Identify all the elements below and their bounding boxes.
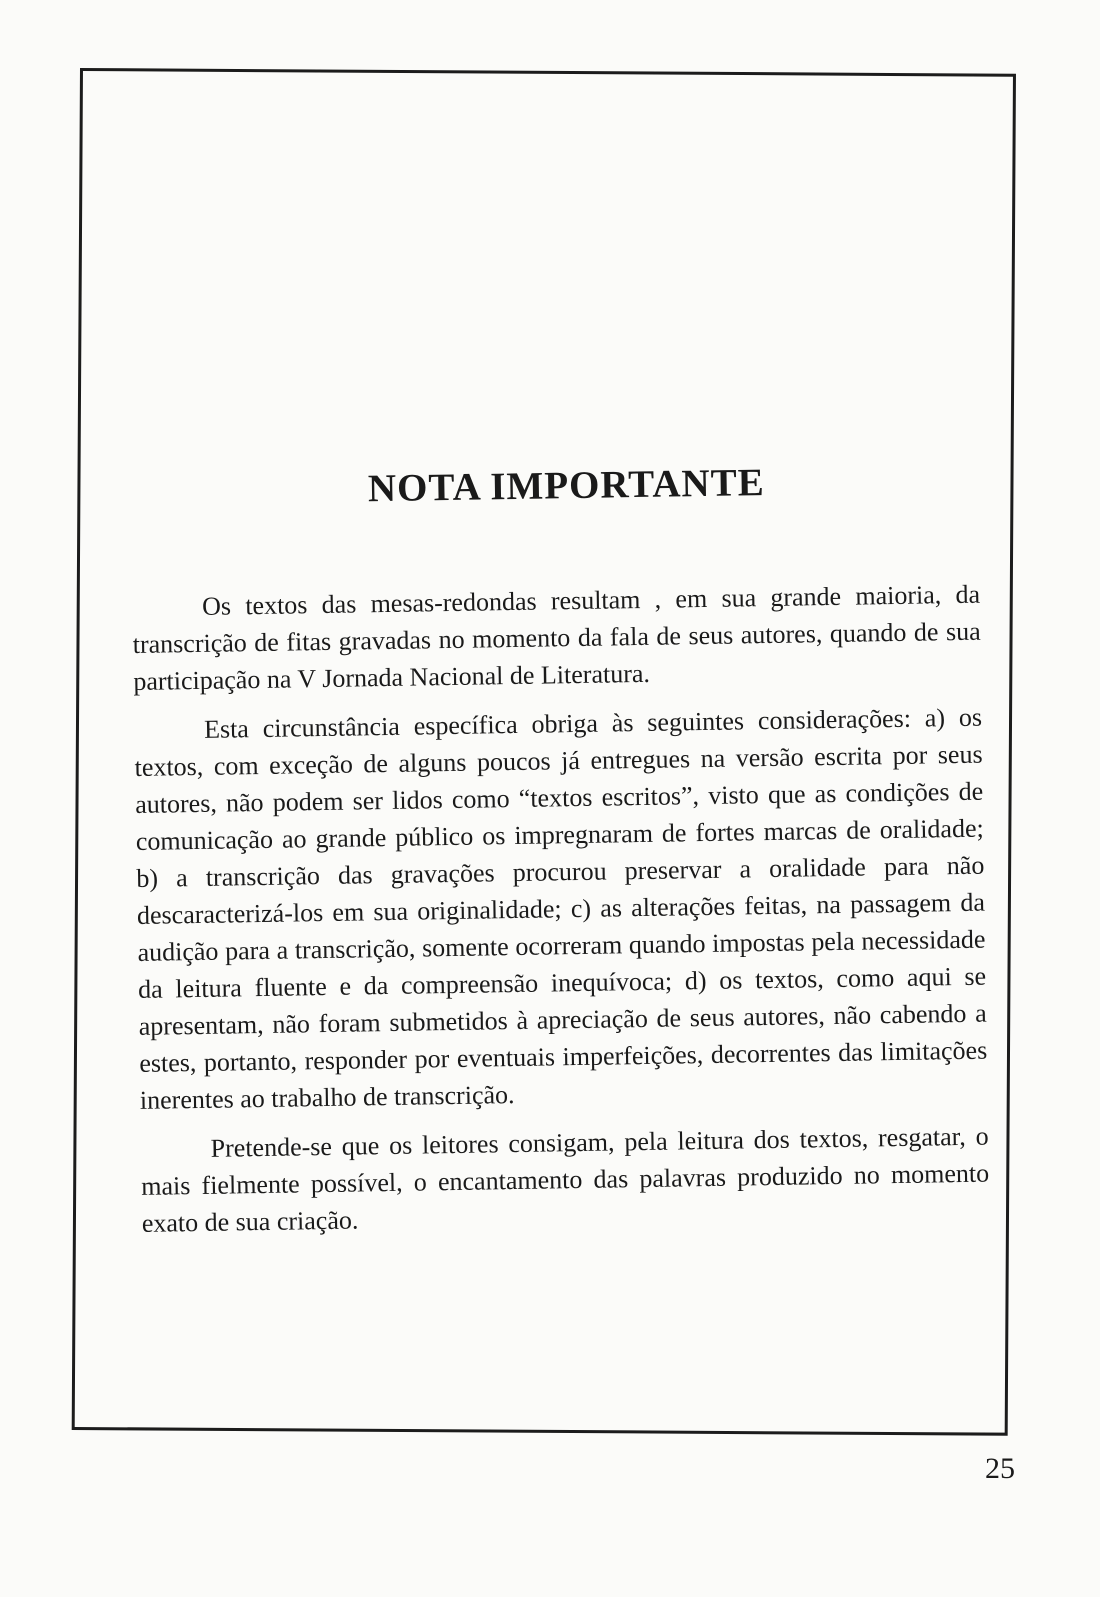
notice-content	[130, 457, 990, 1254]
paragraph-conclusion: Pretende-se que os leitores consigam, pela leitura dos textos, resgatar, o mais fielmente possível, o encantamento das palavras produzido no momento exato de sua criação.	[141, 1121, 990, 1238]
paragraph-intro: Os textos das mesas-redondas resultam , em sua grande maioria, da transcrição de fitas gravadas no momento da fala de seus autores, quando de sua participação na V Jornada Nacional de Literatura.	[132, 579, 981, 696]
paragraph-considerations: Esta circunstância específica obriga às seguintes considerações: a) os textos, com exceção de alguns poucos já entregues na versão escrita por seus autores, não podem ser lidos como “textos escritos”, visto que as condições de comunicação ao grande público os impregnaram de fortes marcas de oralidade; b) a transcrição das gravações procurou preservar a oralidade para não descaracterizá-los em sua originalidade; c) as alterações feitas, na passagem da audição para a transcrição, somente ocorreram quando impostas pela necessidade da leitura fluente e da compreensão inequívoca; d) os textos, como aqui se apresentam, não foram submetidos à apreciação de seus autores, não cabendo a estes, portanto, responder por eventuais imperfeições, decorrentes das limitações inerentes ao trabalho de transcrição.	[134, 702, 988, 1115]
page-number: 25	[985, 1452, 1015, 1485]
page-title: NOTA IMPORTANTE	[367, 461, 766, 511]
